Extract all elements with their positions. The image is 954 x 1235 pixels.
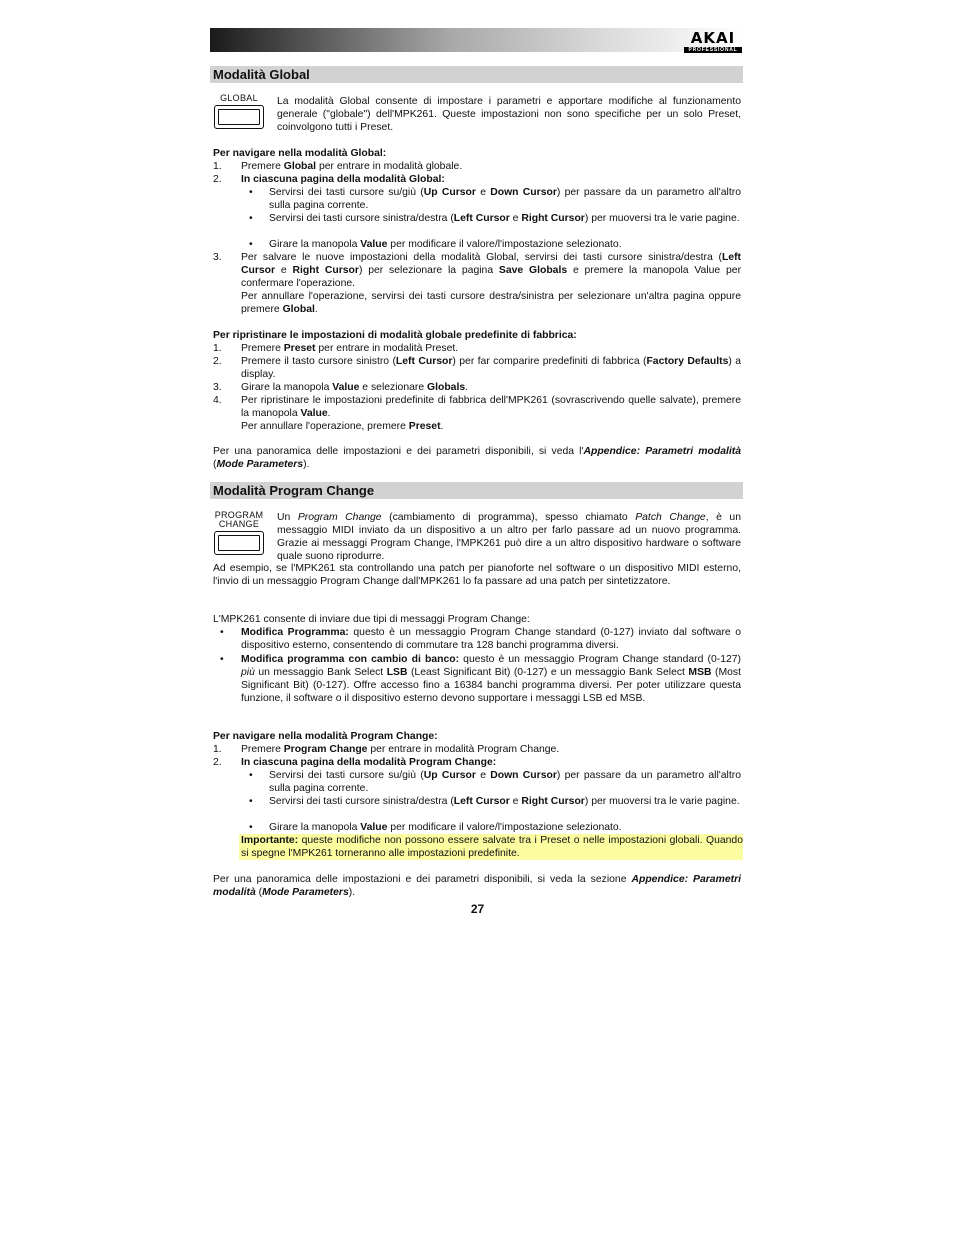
program-example: Ad esempio, se l'MPK261 sta controllando una patch per pianoforte nel software o un dispositivo MIDI esterno, l'invio di un messaggio Program Change dall'MPK261 lo fa passare ad una patch per sintetizzatore.: [213, 563, 741, 587]
section-title-program-change: Modalità Program Change: [210, 482, 743, 499]
list-number: 1.: [213, 744, 222, 755]
global-nav-step-1: Premere Global per entrare in modalità globale.: [241, 161, 463, 172]
global-button-label: GLOBAL: [220, 93, 258, 103]
bullet: •: [249, 213, 253, 224]
global-nav-step-2: In ciascuna pagina della modalità Global:: [241, 174, 445, 185]
program-change-button-icon: [214, 531, 264, 555]
global-reset-step-3: Girare la manopola Value e selezionare Globals.: [241, 382, 469, 393]
global-bullet-2: Servirsi dei tasti cursore sinistra/destra (Left Cursor e Right Cursor) per muoversi tra le varie pagine.: [269, 213, 740, 224]
program-nav-heading: Per navigare nella modalità Program Change:: [213, 731, 438, 742]
program-outro: Per una panoramica delle impostazioni e dei parametri disponibili, si veda la sezione Appendice: Parametri modalità (Mode Parameters).: [213, 874, 741, 898]
global-button-illustration: [212, 94, 266, 129]
global-bullet-3: Girare la manopola Value per modificare il valore/l'impostazione selezionato.: [269, 239, 622, 250]
program-type-2: Modifica programma con cambio di banco: questo è un messaggio Program Change standard (0-127) più un messaggio Bank Select LSB (Least Significant Bit) (0-127) e un messaggio Bank Select MSB (Most Significant Bit) (0-127). Offre accesso fino a 16384 banchi programma diversi. Per poter utilizzare questa funzione, il software o il dispositivo esterno devono supportare i messaggi LSB ed MSB.: [241, 654, 741, 704]
program-change-button-illustration: [212, 511, 266, 555]
global-nav-step-3: Per salvare le nuove impostazioni della modalità Global, servirsi dei tasti cursore sinistra/destra (Left Cursor e Right Cursor) per selezionare la pagina Save Globals e premere la manopola Value per confermare l'operazione.: [241, 252, 742, 289]
program-intro: Un Program Change (cambiamento di programma), spesso chiamato Patch Change, è un messaggio MIDI inviato da un dispositivo a un altro per farlo passare ad un nuovo programma. Grazie ai messaggi Program Change, l'MPK261 può dire a un altro dispositivo hardware o software quale suono riprodurre.: [277, 512, 741, 562]
global-reset-step-4: Per ripristinare le impostazioni predefinite di fabbrica dell'MPK261 (sovrascrivendo quelle salvate), premere la manopola Value.: [241, 395, 741, 419]
program-nav-step-1: Premere Program Change per entrare in modalità Program Change.: [241, 744, 560, 755]
bullet: •: [220, 654, 224, 665]
program-types-intro: L'MPK261 consente di inviare due tipi di messaggi Program Change:: [213, 614, 530, 625]
list-number: 2.: [213, 174, 222, 185]
program-type-1: Modifica Programma: questo è un messaggio Program Change standard (0-127) inviato dal software o dispositivo esterno, consentendo di commutare tra 128 banchi programma diversi.: [241, 627, 741, 651]
list-number: 1.: [213, 343, 222, 354]
global-nav-heading: Per navigare nella modalità Global:: [213, 148, 387, 159]
global-intro: La modalità Global consente di impostare i parametri e apportare modifiche al funzionamento generale ("globale") dell'MPK261. Queste impostazioni non sono specifiche per un solo Preset, coinvolgono tutti i Preset.: [277, 96, 741, 133]
list-number: 2.: [213, 757, 222, 768]
logo-main-text: AKAI: [690, 29, 736, 47]
logo-sub-text: PROFESSIONAL: [684, 47, 742, 53]
bullet: •: [249, 187, 253, 198]
global-reset-step-4-cancel: Per annullare l'operazione, premere Preset.: [241, 421, 444, 432]
program-change-button-label-2: CHANGE: [218, 519, 260, 529]
program-bullet-1: Servirsi dei tasti cursore su/giù (Up Cursor e Down Cursor) per passare da un parametro all'altro sulla pagina corrente.: [269, 770, 741, 794]
bullet: •: [249, 770, 253, 781]
list-number: 3.: [213, 382, 222, 393]
global-outro: Per una panoramica delle impostazioni e dei parametri disponibili, si veda l'Appendice: Parametri modalità (Mode Parameters).: [213, 446, 741, 470]
bullet: •: [220, 627, 224, 638]
list-number: 3.: [213, 252, 222, 263]
global-button-icon: [214, 105, 264, 129]
program-important-note: Importante: queste modifiche non possono essere salvate tra i Preset o nelle impostazioni globali. Quando si spegne l'MPK261 torneranno alle impostazioni predefinite.: [241, 835, 743, 859]
list-number: 2.: [213, 356, 222, 367]
bullet: •: [249, 239, 253, 250]
page-number: 27: [470, 902, 485, 916]
program-bullet-3: Girare la manopola Value per modificare il valore/l'impostazione selezionato.: [269, 822, 622, 833]
list-number: 4.: [213, 395, 222, 406]
bullet: •: [249, 822, 253, 833]
akai-logo: [684, 31, 742, 53]
header-gradient-bar: [210, 28, 743, 52]
global-reset-step-1: Premere Preset per entrare in modalità Preset.: [241, 343, 459, 354]
section-title-global: Modalità Global: [210, 66, 743, 83]
program-change-button-label-1: PROGRAM: [214, 510, 264, 520]
global-reset-step-2: Premere il tasto cursore sinistro (Left Cursor) per far comparire predefiniti di fabbrica (Factory Defaults) a display.: [241, 356, 741, 380]
list-number: 1.: [213, 161, 222, 172]
global-reset-heading: Per ripristinare le impostazioni di modalità globale predefinite di fabbrica:: [213, 330, 577, 341]
program-nav-step-2: In ciascuna pagina della modalità Program Change:: [241, 757, 497, 768]
global-bullet-1: Servirsi dei tasti cursore su/giù (Up Cursor e Down Cursor) per passare da un parametro all'altro sulla pagina corrente.: [269, 187, 741, 211]
bullet: •: [249, 796, 253, 807]
program-bullet-2: Servirsi dei tasti cursore sinistra/destra (Left Cursor e Right Cursor) per muoversi tra le varie pagine.: [269, 796, 740, 807]
global-nav-step-3-cancel: Per annullare l'operazione, servirsi dei tasti cursore destra/sinistra per selezionare un'altra pagina oppure premere Global.: [241, 291, 741, 315]
